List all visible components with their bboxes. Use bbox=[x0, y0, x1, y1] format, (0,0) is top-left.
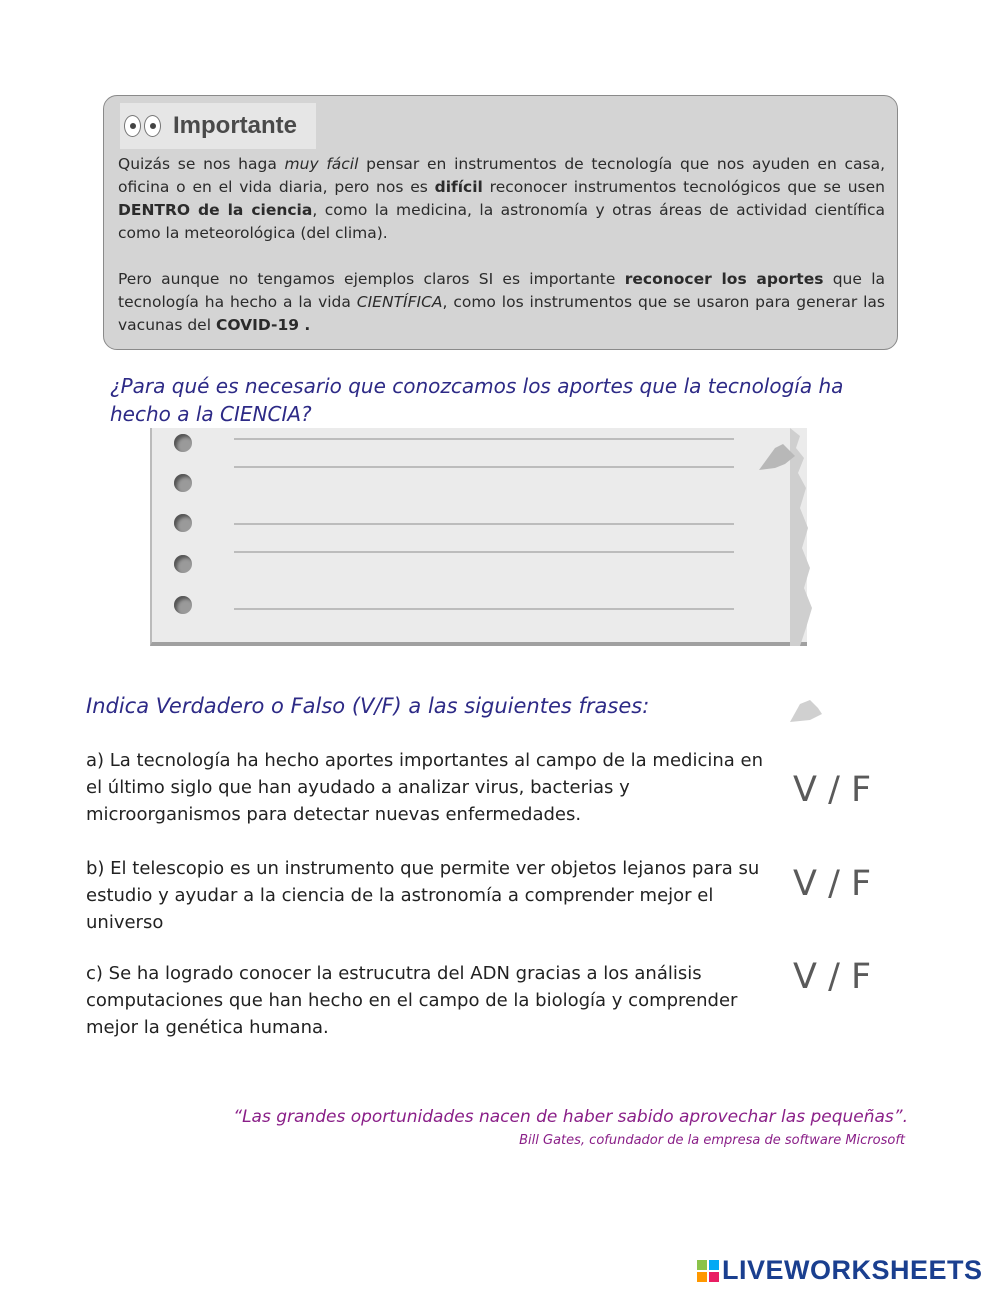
notepad-ring-icon bbox=[174, 474, 192, 492]
question-text: ¿Para qué es necesario que conozcamos los aportes que la tecnología ha hecho a la CIENCIA? bbox=[110, 374, 844, 426]
writing-hand-icon bbox=[755, 440, 799, 474]
logo-text: LIVEWORKSHEETS bbox=[722, 1255, 983, 1285]
notepad-ring-icon bbox=[174, 514, 192, 532]
vf-heading: Indica Verdadero o Falso (V/F) a las siguientes frases: bbox=[86, 694, 650, 718]
answer-line[interactable] bbox=[234, 551, 734, 553]
important-title: Importante bbox=[173, 112, 298, 139]
important-paragraph-2: Pero aunque no tengamos ejemplos claros SI es importante reconocer los aportes que la tecnología ha hecho a la vida CIENTÍFICA, como los instrumentos que se usaron para generar las vacunas del COVID-19 . bbox=[118, 270, 886, 334]
vf-answer-a[interactable]: V / F bbox=[793, 770, 872, 810]
statement-a: a) La tecnología ha hecho aportes importantes al campo de la medicina en el último siglo que han ayudado a analizar virus, bacterias y microorganismos para detectar nuevas enfermedades. bbox=[86, 750, 764, 825]
notepad-ring-icon bbox=[174, 434, 192, 452]
answer-line[interactable] bbox=[234, 466, 734, 468]
logo-blocks-icon bbox=[697, 1260, 719, 1282]
statement-c: c) Se ha logrado conocer la estrucutra del ADN gracias a los análisis computaciones que han hecho en el campo de la biología y comprender mejor la genética humana. bbox=[86, 963, 738, 1038]
answer-line[interactable] bbox=[234, 523, 734, 525]
notepad-ring-icon bbox=[174, 596, 192, 614]
vf-answer-b[interactable]: V / F bbox=[793, 864, 872, 904]
important-paragraph-1: Quizás se nos haga muy fácil pensar en instrumentos de tecnología que nos ayuden en casa, oficina o en el vida diaria, pero nos es difícil reconocer instrumentos tecnológicos que se usen DENTRO de la ciencia, como la medicina, la astronomía y otras áreas de actividad científica como la meteorológica (del clima). bbox=[118, 155, 885, 242]
statement-b: b) El telescopio es un instrumento que permite ver objetos lejanos para su estudio y ayudar a la ciencia de la astronomía a comprender mejor el universo bbox=[86, 858, 760, 933]
answer-line[interactable] bbox=[234, 608, 734, 610]
answer-notepad bbox=[150, 428, 807, 646]
important-header bbox=[120, 103, 316, 149]
liveworksheets-logo[interactable] bbox=[697, 1255, 983, 1286]
pointing-hand-icon bbox=[788, 696, 824, 726]
notepad-ring-icon bbox=[174, 555, 192, 573]
answer-line[interactable] bbox=[234, 438, 734, 440]
eyes-icon bbox=[124, 115, 161, 137]
quote-author: Bill Gates, cofundador de la empresa de software Microsoft bbox=[519, 1133, 905, 1148]
important-box bbox=[103, 95, 898, 350]
quote-text: “Las grandes oportunidades nacen de haber sabido aprovechar las pequeñas”. bbox=[233, 1107, 908, 1127]
vf-answer-c[interactable]: V / F bbox=[793, 957, 872, 997]
